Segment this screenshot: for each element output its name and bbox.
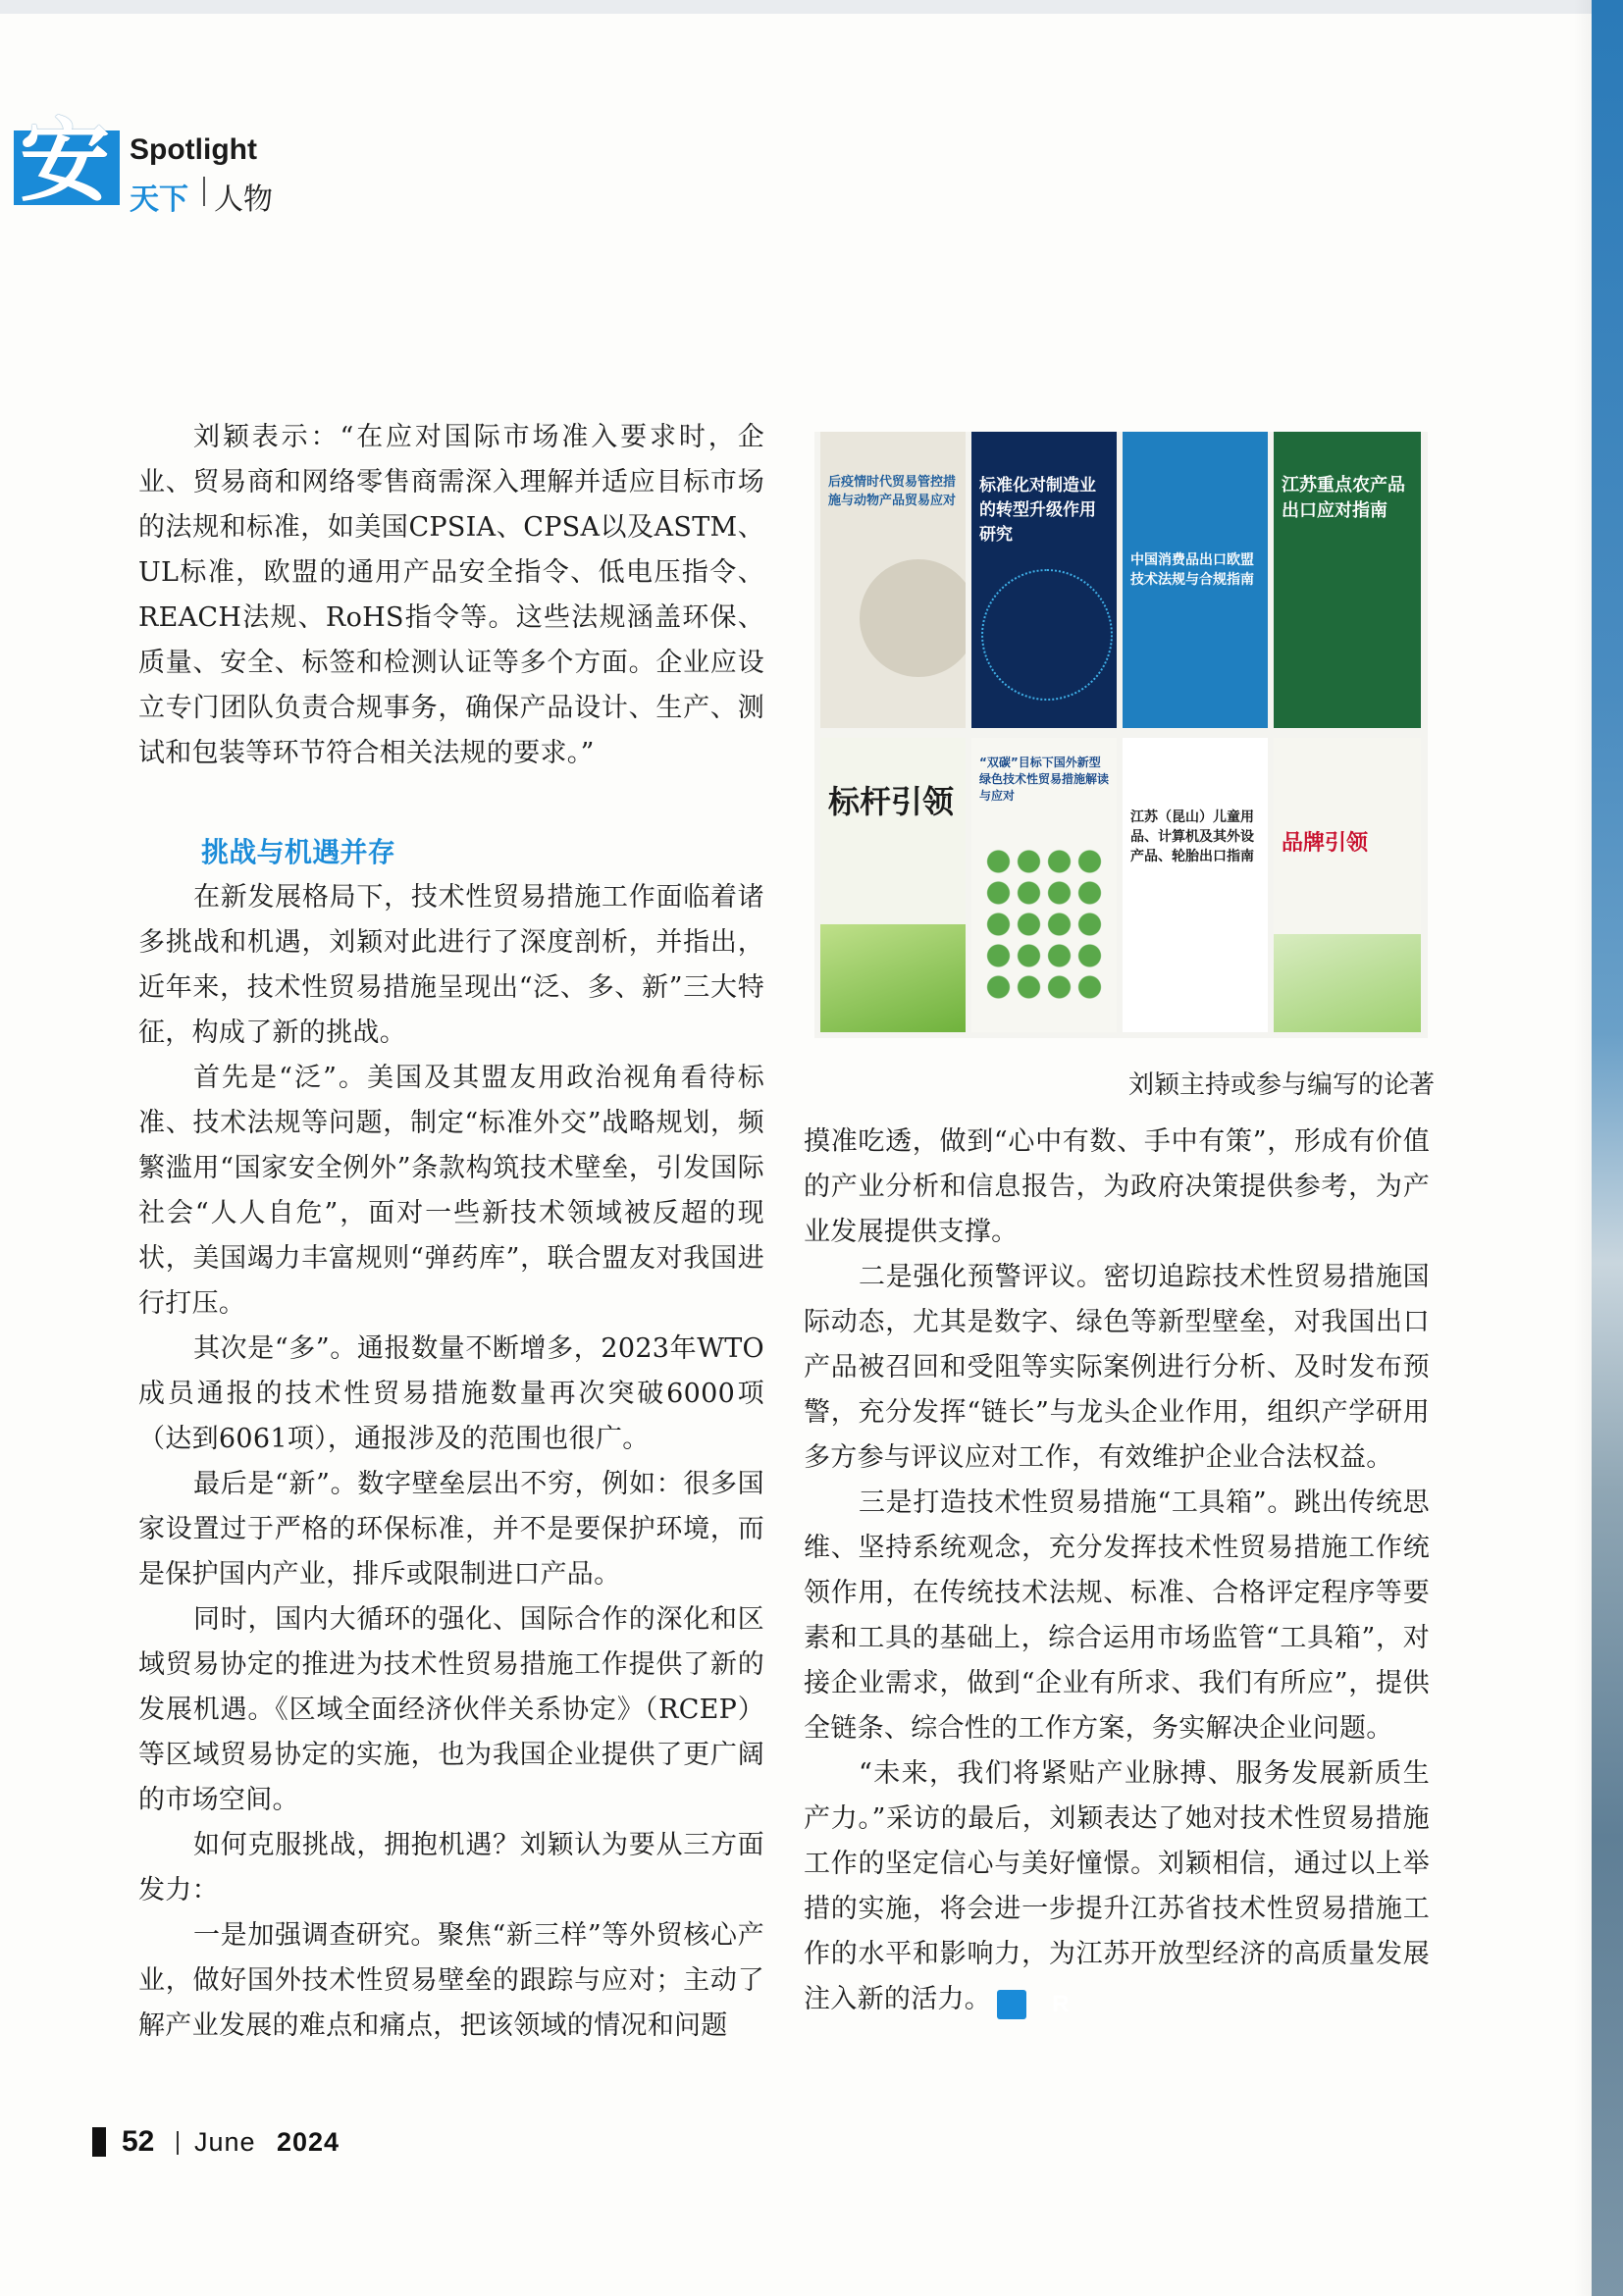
header-divider [203, 177, 205, 206]
paragraph: 摸准吃透，做到“心中有数、手中有策”，形成有价值的产业分析和信息报告，为政府决策提供参考，为产业发展提供支撑。 [804, 1126, 1430, 1247]
spotlight-label: Spotlight [130, 133, 257, 166]
book-title: 后疫情时代贸易管控措施与动物产品贸易应对 [828, 475, 957, 508]
scan-right-edge [1592, 0, 1623, 2296]
scan-top-edge [0, 0, 1623, 14]
book-collage-image [814, 432, 1428, 1038]
book-cover [820, 738, 966, 1032]
book-cover [971, 432, 1117, 728]
section-heading: 挑战与机遇并存 [201, 836, 396, 868]
book-cover [1274, 738, 1421, 1032]
book-cover [820, 432, 966, 728]
right-column [804, 1120, 1430, 2022]
book-cover [1123, 738, 1268, 1032]
book-title: 标准化对制造业的转型升级作用研究 [979, 476, 1096, 545]
paragraph: 最后是“新”。数字壁垒层出不穷，例如：很多国家设置过于严格的环保标准，并不是要保护环境，而是保护国内产业，排斥或限制进口产品。 [138, 1469, 764, 1590]
paragraph: 首先是“泛”。美国及其盟友用政治视角看待标准、技术法规等问题，制定“标准外交”战略规划，频繁滥用“国家安全例外”条款构筑技术壁垒，引发国际社会“人人自危”，面对一些新技术领域被反超的现状，美国竭力丰富规则“弹药库”，联合盟友对我国进行打压。 [138, 1063, 764, 1319]
paragraph: 一是加强调查研究。聚焦“新三样”等外贸核心产业，做好国外技术性贸易壁垒的跟踪与应对；主动了解产业发展的难点和痛点，把该领域的情况和问题 [138, 1920, 764, 2041]
section-label: 天下 [130, 183, 188, 217]
intro-paragraph: 刘颖表示：“在应对国际市场准入要求时，企业、贸易商和网络零售商需深入理解并适应目标市场的法规和标准，如美国CPSIA、CPSA以及ASTM、UL标准，欧盟的通用产品安全指令、低电压指令、REACH法规、RoHS指令等。这些法规涵盖环保、质量、安全、标签和检测认证等多个方面。企业应设立专门团队负责合规事务，确保产品设计、生产、测试和包装等环节符合相关法规的要求。” [138, 422, 764, 768]
page-number: 52 [122, 2125, 155, 2158]
footer-bar-icon [92, 2127, 106, 2157]
paragraph: 三是打造技术性贸易措施“工具箱”。跳出传统思维、坚持系统观念，充分发挥技术性贸易措施工作统领作用，在传统技术法规、标准、合格评定程序等要素和工具的基础上，综合运用市场监管“工具箱”，对接企业需求，做到“企业有所求、我们有所应”，提供全链条、综合性的工作方案，务实解决企业问题。 [804, 1487, 1430, 1744]
issue-year: 2024 [277, 2127, 340, 2157]
paragraph: 其次是“多”。通报数量不断增多，2023年WTO成员通报的技术性贸易措施数量再次突破6000项（达到6061项），通报涉及的范围也很广。 [138, 1333, 764, 1454]
book-title: 中国消费品出口欧盟技术法规与合规指南 [1130, 552, 1254, 588]
book-cover [971, 738, 1117, 1032]
paragraph: 在新发展格局下，技术性贸易措施工作面临着诸多挑战和机遇，刘颖对此进行了深度剖析，并指出，近年来，技术性贸易措施呈现出“泛、多、新”三大特征，构成了新的挑战。 [138, 882, 764, 1048]
paragraph-text: “未来，我们将紧贴产业脉搏、服务发展新质生产力。”采访的最后，刘颖表达了她对技术性贸易措施工作的坚定信心与美好憧憬。刘颖相信，通过以上举措的实施，将会进一步提升江苏省技术性贸易措施工作的水平和影响力，为江苏开放型经济的高质量发展注入新的活力。 [804, 1758, 1430, 2014]
final-paragraph [804, 1751, 1430, 2022]
book-cover [1274, 432, 1421, 728]
book-title: 江苏重点农产品出口应对指南 [1282, 475, 1405, 521]
footer-divider [177, 2131, 179, 2155]
left-column [138, 830, 764, 2049]
paragraph: 二是强化预警评议。密切追踪技术性贸易措施国际动态，尤其是数字、绿色等新型壁垒，对我国出口产品被召回和受阻等实际案例进行分析、及时发布预警，充分发挥“链长”与龙头企业作用，组织产学研用多方参与评议应对工作，有效维护企业合法权益。 [804, 1262, 1430, 1473]
book-title: 江苏（昆山）儿童用品、计算机及其外设产品、轮胎出口指南 [1130, 809, 1254, 864]
section-logo-char: 安 [20, 108, 111, 214]
book-title: 标杆引领 [828, 783, 955, 820]
book-title: 品牌引领 [1282, 831, 1369, 856]
book-cover [1123, 432, 1268, 728]
paragraph: 如何克服挑战，拥抱机遇？刘颖认为要从三方面发力： [138, 1830, 764, 1905]
subsection-label: 人物 [214, 183, 273, 217]
image-caption: 刘颖主持或参与编写的论著 [1128, 1070, 1436, 1100]
issue-month: June [194, 2127, 256, 2157]
intro-column [138, 415, 764, 776]
end-mark-icon: R [997, 1990, 1026, 2019]
paragraph: 同时，国内大循环的强化、国际合作的深化和区域贸易协定的推进为技术性贸易措施工作提供了新的发展机遇。《区域全面经济伙伴关系协定》（RCEP）等区域贸易协定的实施，也为我国企业提供了更广阔的市场空间。 [138, 1604, 764, 1815]
book-title: “双碳”目标下国外新型绿色技术性贸易措施解读与应对 [979, 756, 1110, 803]
page-shadow [1574, 0, 1592, 2296]
